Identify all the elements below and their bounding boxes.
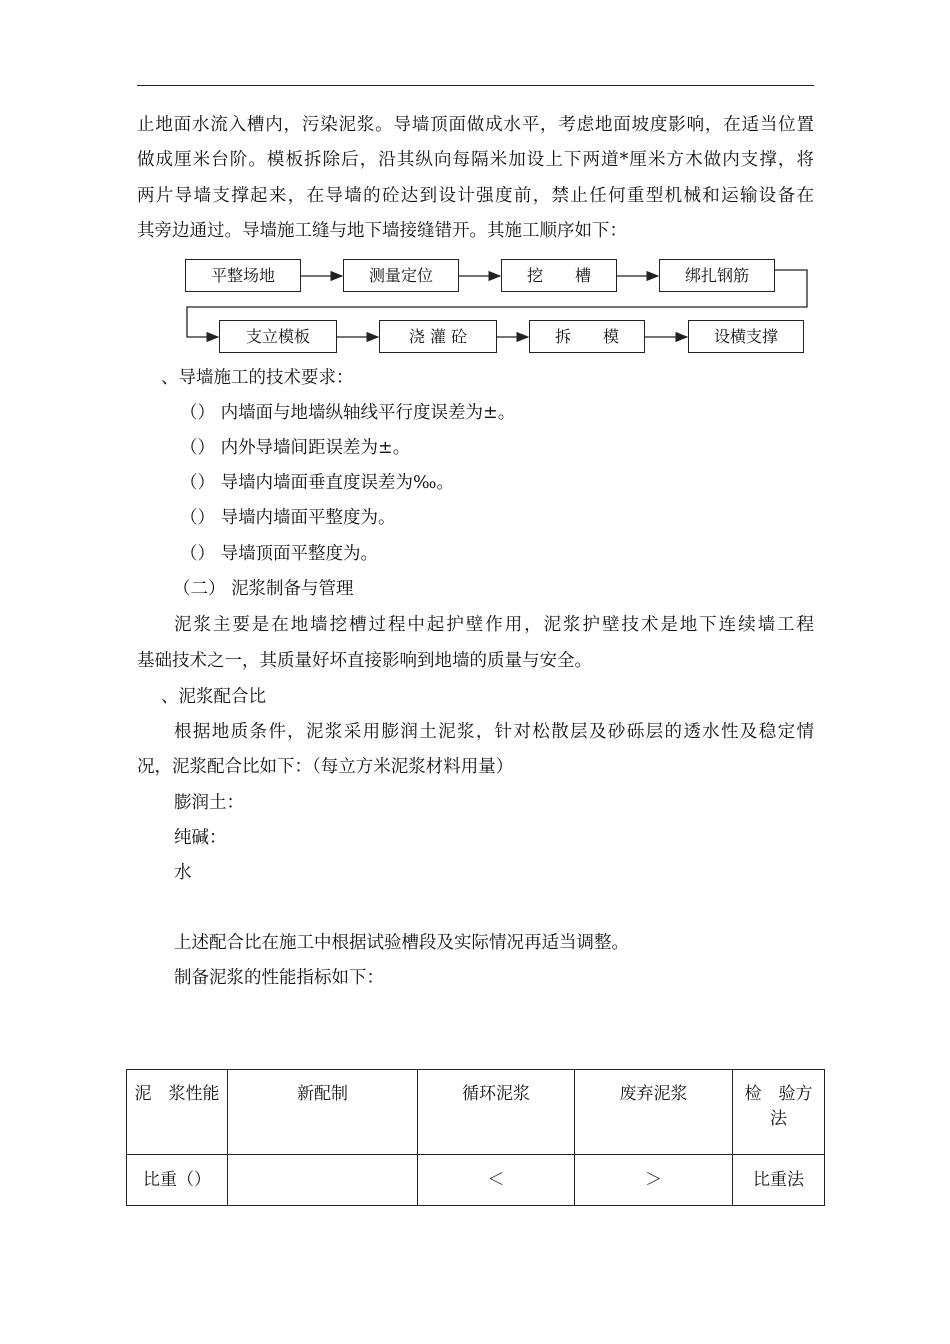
table-cell: ＜ (418, 1155, 575, 1206)
flow-step-survey: 测量定位 (343, 259, 459, 292)
tech-req-heading: 、导墙施工的技术要求： (161, 368, 354, 388)
tech-req-item: （） 内墙面与地墙纵轴线平行度误差为±。 (180, 403, 516, 423)
tech-req-item: （） 内外导墙间距误差为±。 (180, 438, 411, 458)
tech-req-item: （） 导墙内墙面垂直度误差为‰。 (180, 473, 455, 493)
body-line: 泥浆主要是在地墙挖槽过程中起护壁作用，泥浆护壁技术是地下连续墙工程 (174, 615, 814, 635)
body-line: 止地面水流入槽内，污染泥浆。导墙顶面做成水平，考虑地面坡度影响，在适当位置 (137, 115, 814, 135)
material-soda-ash: 纯碱： (174, 828, 227, 848)
mud-performance-table (126, 1069, 825, 1206)
table-cell: 比重法 (733, 1155, 825, 1206)
flow-step-rebar: 绑扎钢筋 (659, 259, 775, 292)
flow-step-excavate: 挖 槽 (501, 259, 617, 292)
table-row (127, 1155, 825, 1206)
table-header-cell: 循环泥浆 (418, 1070, 575, 1155)
subsection-heading: 、泥浆配合比 (161, 687, 266, 707)
body-line: 根据地质条件，泥浆采用膨润土泥浆，针对松散层及砂砾层的透水性及稳定情 (174, 722, 814, 742)
body-line: 制备泥浆的性能指标如下： (174, 968, 384, 988)
flow-step-level-site: 平整场地 (185, 259, 301, 292)
body-line: 基础技术之一，其质量好坏直接影响到地墙的质量与安全。 (137, 651, 592, 671)
table-header-cell: 新配制 (228, 1070, 418, 1155)
table-cell: 比重（） (127, 1155, 228, 1206)
body-line: 做成厘米台阶。模板拆除后，沿其纵向每隔米加设上下两道*厘米方木做内支撑，将 (137, 150, 814, 170)
body-line: 两片导墙支撑起来，在导墙的砼达到设计强度前，禁止任何重型机械和运输设备在 (137, 186, 814, 206)
body-line: 其旁边通过。导墙施工缝与地下墙接缝错开。其施工顺序如下： (137, 221, 627, 241)
tech-req-item: （） 导墙内墙面平整度为。 (180, 508, 396, 528)
flow-step-cross-brace: 设横支撑 (688, 320, 804, 353)
body-line: 况，泥浆配合比如下：（每立方米泥浆材料用量） (137, 757, 514, 777)
flow-step-pour-concrete: 浇 灌 砼 (379, 320, 497, 353)
section-heading: （二） 泥浆制备与管理 (173, 579, 354, 599)
flow-step-formwork: 支立模板 (219, 320, 337, 353)
table-cell (228, 1155, 418, 1206)
material-water: 水 (174, 863, 192, 883)
body-line: 上述配合比在施工中根据试验槽段及实际情况再适当调整。 (174, 933, 629, 953)
table-header-cell: 泥 浆性能 (127, 1070, 228, 1155)
table-header-cell: 检 验方法 (733, 1070, 825, 1155)
table-cell: ＞ (575, 1155, 733, 1206)
flow-step-strip-form: 拆 模 (529, 320, 645, 353)
material-bentonite: 膨润土： (174, 793, 244, 813)
tech-req-item: （） 导墙顶面平整度为。 (180, 544, 379, 564)
table-header-cell: 废弃泥浆 (575, 1070, 733, 1155)
table-header-row (127, 1070, 825, 1155)
